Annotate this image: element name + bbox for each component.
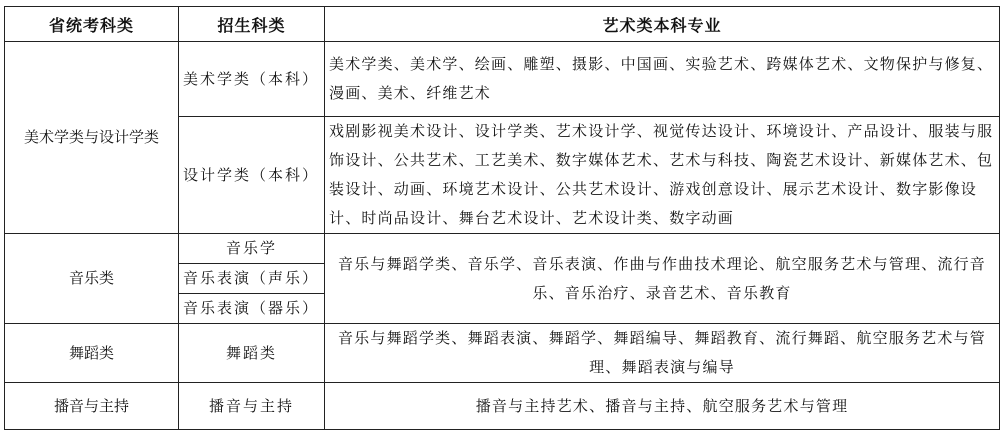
enrollment-category-cell: 音乐学 [179, 234, 325, 264]
province-category-cell: 舞蹈类 [5, 324, 179, 383]
table-row [5, 234, 1000, 264]
majors-cell: 播音与主持艺术、播音与主持、航空服务艺术与管理 [325, 383, 1000, 430]
enrollment-category-cell: 设计学类（本科） [179, 117, 325, 234]
header-province-category: 省统考科类 [5, 7, 179, 42]
header-enrollment-category: 招生科类 [179, 7, 325, 42]
header-row [5, 7, 1000, 42]
table-row [5, 42, 1000, 117]
majors-cell: 音乐与舞蹈学类、音乐学、音乐表演、作曲与作曲技术理论、航空服务艺术与管理、流行音乐、音乐治疗、录音艺术、音乐教育 [325, 234, 1000, 324]
province-category-cell: 美术学类与设计学类 [5, 42, 179, 234]
enrollment-category-cell: 播音与主持 [179, 383, 325, 430]
enrollment-category-cell: 音乐表演（声乐） [179, 264, 325, 294]
majors-table [4, 6, 1000, 430]
majors-cell: 音乐与舞蹈学类、舞蹈表演、舞蹈学、舞蹈编导、舞蹈教育、流行舞蹈、航空服务艺术与管理、舞蹈表演与编导 [325, 324, 1000, 383]
enrollment-category-cell: 舞蹈类 [179, 324, 325, 383]
table-row [5, 324, 1000, 383]
majors-cell: 戏剧影视美术设计、设计学类、艺术设计学、视觉传达设计、环境设计、产品设计、服装与服饰设计、公共艺术、工艺美术、数字媒体艺术、艺术与科技、陶瓷艺术设计、新媒体艺术、包装设计、动画、环境艺术设计、公共艺术设计、游戏创意设计、展示艺术设计、数字影像设计、时尚品设计、舞台艺术设计、艺术设计类、数字动画 [325, 117, 1000, 234]
header-art-majors: 艺术类本科专业 [325, 7, 1000, 42]
enrollment-category-cell: 美术学类（本科） [179, 42, 325, 117]
majors-cell: 美术学类、美术学、绘画、雕塑、摄影、中国画、实验艺术、跨媒体艺术、文物保护与修复、漫画、美术、纤维艺术 [325, 42, 1000, 117]
province-category-cell: 播音与主持 [5, 383, 179, 430]
table-row [5, 383, 1000, 430]
enrollment-category-cell: 音乐表演（器乐） [179, 294, 325, 324]
province-category-cell: 音乐类 [5, 234, 179, 324]
